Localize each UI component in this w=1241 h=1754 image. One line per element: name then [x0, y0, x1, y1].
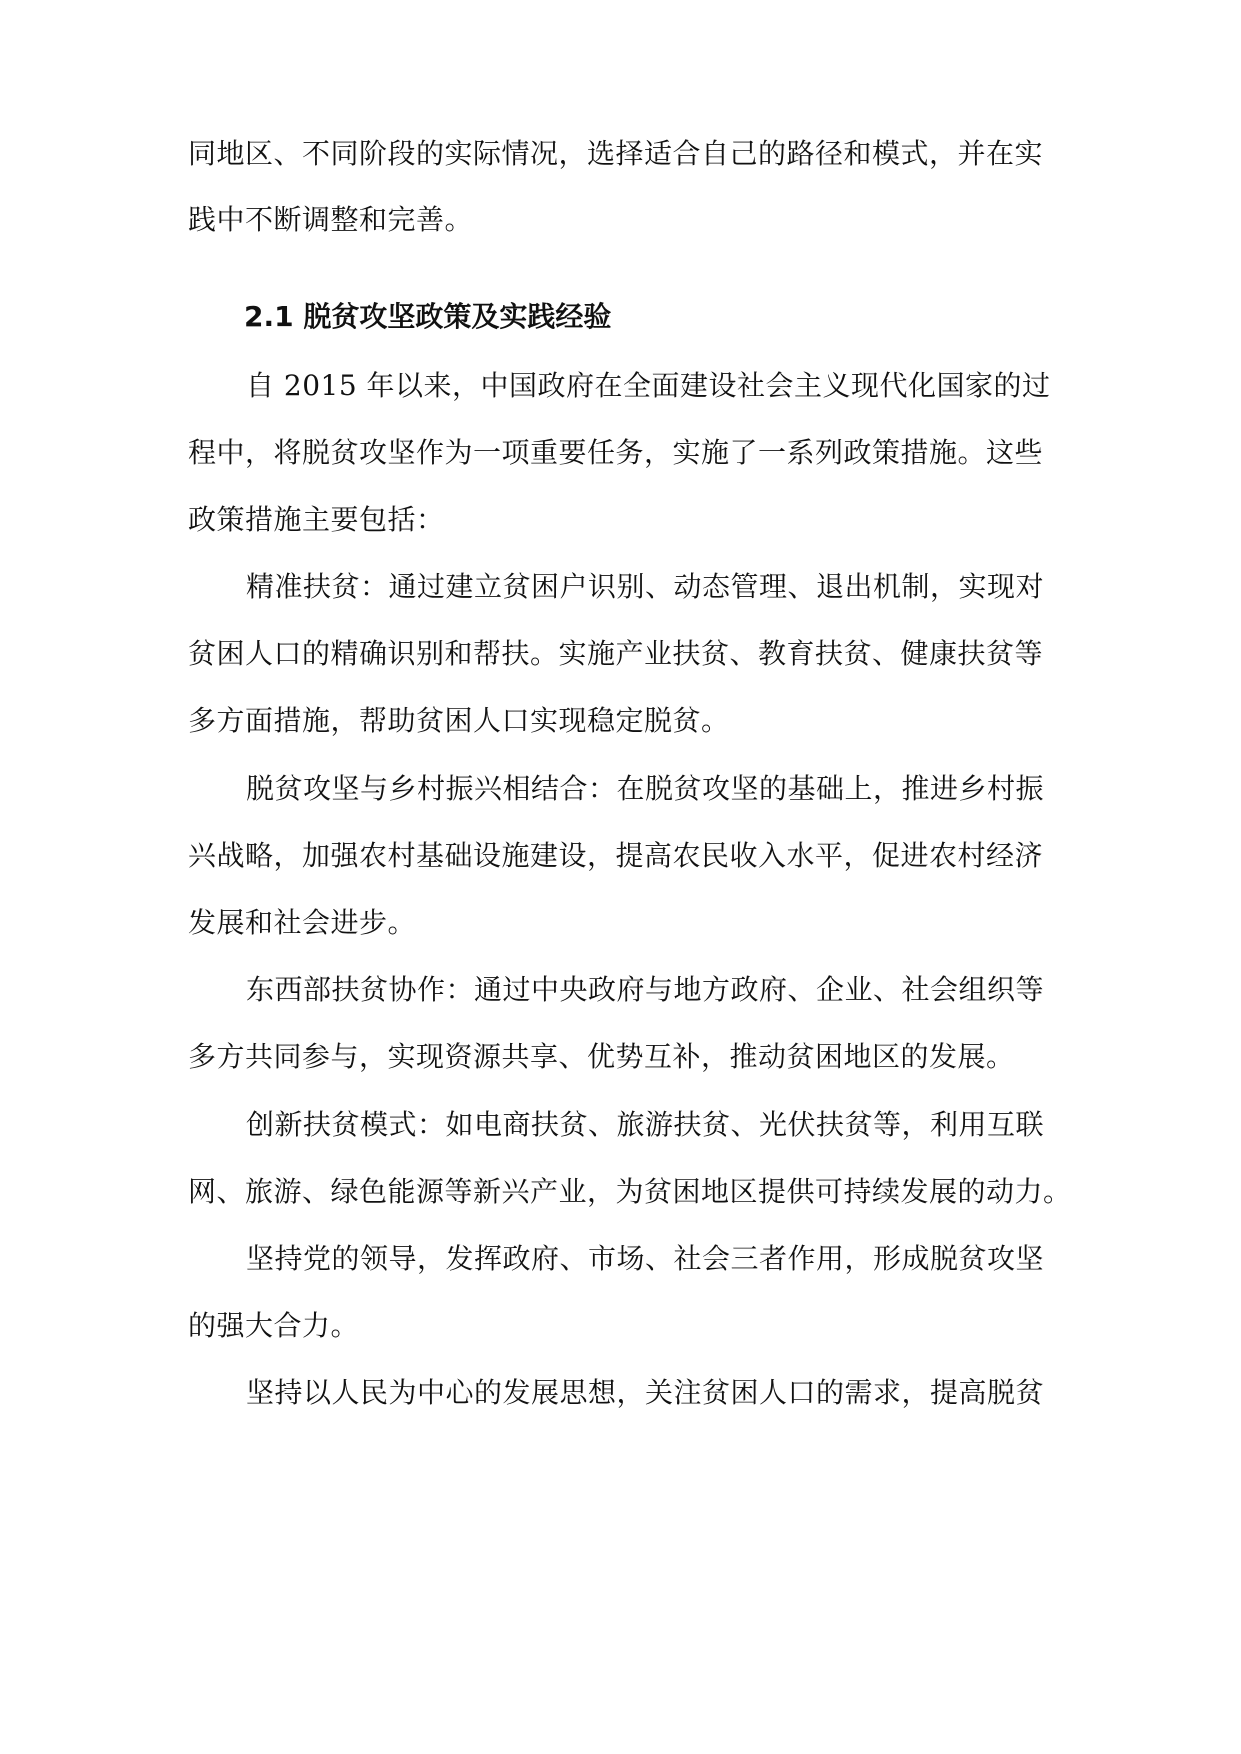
paragraph-intro-line: 政策措施主要包括：	[188, 503, 445, 536]
paragraph-intro-line: 程中，将脱贫攻坚作为一项重要任务，实施了一系列政策措施。这些	[188, 436, 1044, 469]
paragraph-innovation-line: 创新扶贫模式：如电商扶贫、旅游扶贫、光伏扶贫等，利用互联	[246, 1108, 1045, 1141]
paragraph-targeted-line: 多方面措施，帮助贫困人口实现稳定脱贫。	[188, 704, 730, 737]
paragraph-cooperation-line: 多方共同参与，实现资源共享、优势互补，推动贫困地区的发展。	[188, 1040, 1015, 1073]
paragraph-leadership-line: 坚持党的领导，发挥政府、市场、社会三者作用，形成脱贫攻坚	[246, 1242, 1045, 1275]
paragraph-intro-line: 自 2015 年以来，中国政府在全面建设社会主义现代化国家的过	[246, 369, 1051, 402]
paragraph-targeted-line: 贫困人口的精确识别和帮扶。实施产业扶贫、教育扶贫、健康扶贫等	[188, 637, 1044, 670]
paragraph-rural-line: 发展和社会进步。	[188, 906, 417, 939]
paragraph-targeted-line: 精准扶贫：通过建立贫困户识别、动态管理、退出机制，实现对	[246, 570, 1045, 603]
paragraph-leadership-line: 的强大合力。	[188, 1309, 360, 1342]
section-heading: 2.1 脱贫攻坚政策及实践经验	[244, 300, 612, 333]
paragraph-people-line: 坚持以人民为中心的发展思想，关注贫困人口的需求，提高脱贫	[246, 1376, 1045, 1409]
paragraph-rural-line: 兴战略，加强农村基础设施建设，提高农民收入水平，促进农村经济	[188, 839, 1044, 872]
paragraph-innovation-line: 网、旅游、绿色能源等新兴产业，为贫困地区提供可持续发展的动力。	[188, 1175, 1072, 1208]
body-line-continuation: 同地区、不同阶段的实际情况，选择适合自己的路径和模式，并在实	[188, 137, 1044, 170]
paragraph-cooperation-line: 东西部扶贫协作：通过中央政府与地方政府、企业、社会组织等	[246, 973, 1045, 1006]
body-line-continuation: 践中不断调整和完善。	[188, 203, 474, 236]
paragraph-rural-line: 脱贫攻坚与乡村振兴相结合：在脱贫攻坚的基础上，推进乡村振	[246, 772, 1045, 805]
